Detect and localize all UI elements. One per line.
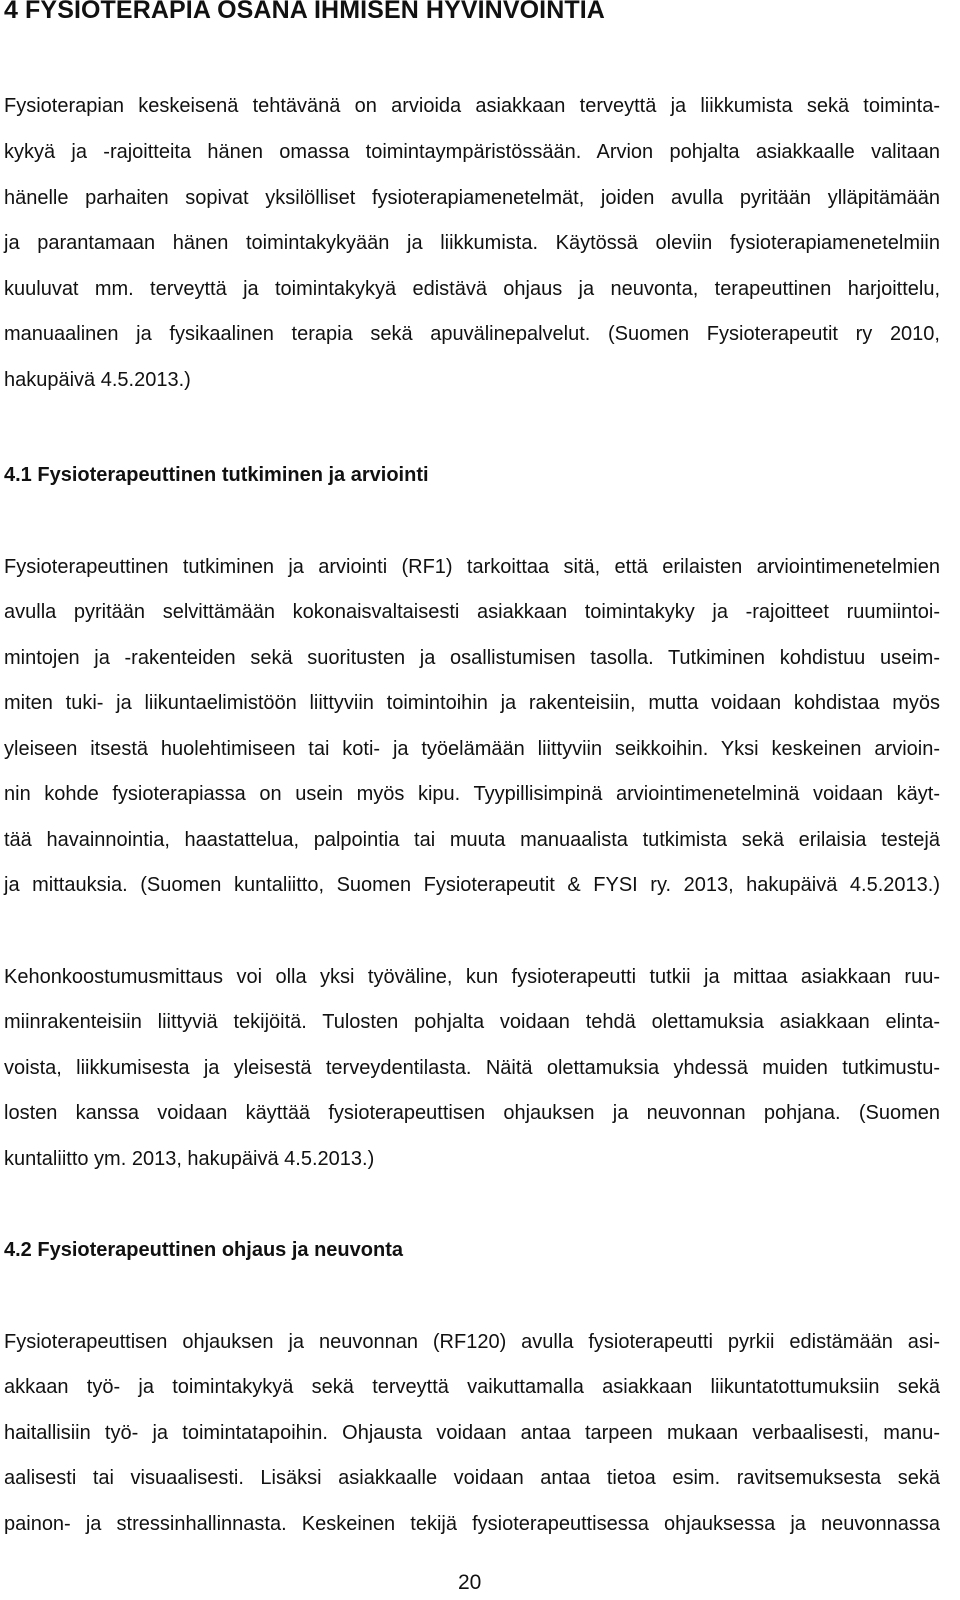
paragraph-line: kuuluvat mm. terveyttä ja toimintakykyä edistävä ohjaus ja neuvonta, terapeuttinen harjoittelu, xyxy=(4,278,940,300)
paragraph-line: miinrakenteisiin liittyviä tekijöitä. Tulosten pohjalta voidaan tehdä olettamuksia asiakkaan elinta- xyxy=(4,1011,940,1033)
paragraph-line: losten kanssa voidaan käyttää fysioterapeuttisen ohjauksen ja neuvonnan pohjana. (Suomen xyxy=(4,1102,940,1124)
paragraph-line: Kehonkoostumusmittaus voi olla yksi työväline, kun fysioterapeutti tutkii ja mittaa asiakkaan ruu- xyxy=(4,966,940,988)
paragraph-line: voista, liikkumisesta ja yleisestä terveydentilasta. Näitä olettamuksia yhdessä muiden tutkimustu- xyxy=(4,1057,940,1079)
section-title-4-1: 4.1 Fysioterapeuttinen tutkiminen ja arviointi xyxy=(4,464,429,486)
paragraph-line: mintojen ja -rakenteiden sekä suoritusten ja osallistumisen tasolla. Tutkiminen kohdistuu useim- xyxy=(4,647,940,669)
paragraph-line: haitallisiin työ- ja toimintatapoihin. Ohjausta voidaan antaa tarpeen mukaan verbaalisesti, manu- xyxy=(4,1422,940,1444)
section-title-4-2: 4.2 Fysioterapeuttinen ohjaus ja neuvonta xyxy=(4,1239,403,1261)
paragraph-line: ja parantamaan hänen toimintakykyään ja liikkumista. Käytössä oleviin fysioterapiamenetelmiin xyxy=(4,232,940,254)
paragraph-line: aalisesti tai visuaalisesti. Lisäksi asiakkaalle voidaan antaa tietoa esim. ravitsemuksesta sekä xyxy=(4,1467,940,1489)
paragraph-line: akkaan työ- ja toimintakykyä sekä terveyttä vaikuttamalla asiakkaan liikuntatottumuksiin sekä xyxy=(4,1376,940,1398)
paragraph-line: painon- ja stressinhallinnasta. Keskeinen tekijä fysioterapeuttisessa ohjauksessa ja neuvonnassa xyxy=(4,1513,940,1535)
paragraph-line: Fysioterapeuttisen ohjauksen ja neuvonnan (RF120) avulla fysioterapeutti pyrkii edistämään asi- xyxy=(4,1331,940,1353)
paragraph-line: ja mittauksia. (Suomen kuntaliitto, Suomen Fysioterapeutit & FYSI ry. 2013, hakupäivä 4.5.2013.) xyxy=(4,874,940,896)
paragraph-line: kykyä ja -rajoitteita hänen omassa toimintaympäristössään. Arvion pohjalta asiakkaalle valitaan xyxy=(4,141,940,163)
paragraph-line: avulla pyritään selvittämään kokonaisvaltaisesti asiakkaan toimintakyky ja -rajoitteet ruumiintoi- xyxy=(4,601,940,623)
chapter-title: 4 FYSIOTERAPIA OSANA IHMISEN HYVINVOINTIA xyxy=(4,0,605,24)
paragraph-line: hänelle parhaiten sopivat yksilölliset fysioterapiamenetelmät, joiden avulla pyritään ylläpitämään xyxy=(4,187,940,209)
paragraph-line: tää havainnointia, haastattelua, palpointia tai muuta manuaalista tutkimista sekä erilaisia testejä xyxy=(4,829,940,851)
paragraph-line: hakupäivä 4.5.2013.) xyxy=(4,369,191,391)
paragraph-line: kuntaliitto ym. 2013, hakupäivä 4.5.2013.) xyxy=(4,1148,375,1170)
page-number: 20 xyxy=(458,1571,482,1594)
paragraph-line: yleiseen itsestä huolehtimiseen tai koti- ja työelämään liittyviin seikkoihin. Yksi keskeinen arvioin- xyxy=(4,738,940,760)
paragraph-line: manuaalinen ja fysikaalinen terapia sekä apuvälinepalvelut. (Suomen Fysioterapeutit ry 2010, xyxy=(4,323,940,345)
paragraph-line: miten tuki- ja liikuntaelimistöön liittyviin toimintoihin ja rakenteisiin, mutta voidaan kohdistaa myös xyxy=(4,692,940,714)
paragraph-line: nin kohde fysioterapiassa on usein myös kipu. Tyypillisimpinä arviointimenetelminä voidaan käyt- xyxy=(4,783,940,805)
paragraph-line: Fysioterapian keskeisenä tehtävänä on arvioida asiakkaan terveyttä ja liikkumista sekä toiminta- xyxy=(4,95,940,117)
paragraph-line: Fysioterapeuttinen tutkiminen ja arviointi (RF1) tarkoittaa sitä, että erilaisten arviointimenetelmien xyxy=(4,556,940,578)
